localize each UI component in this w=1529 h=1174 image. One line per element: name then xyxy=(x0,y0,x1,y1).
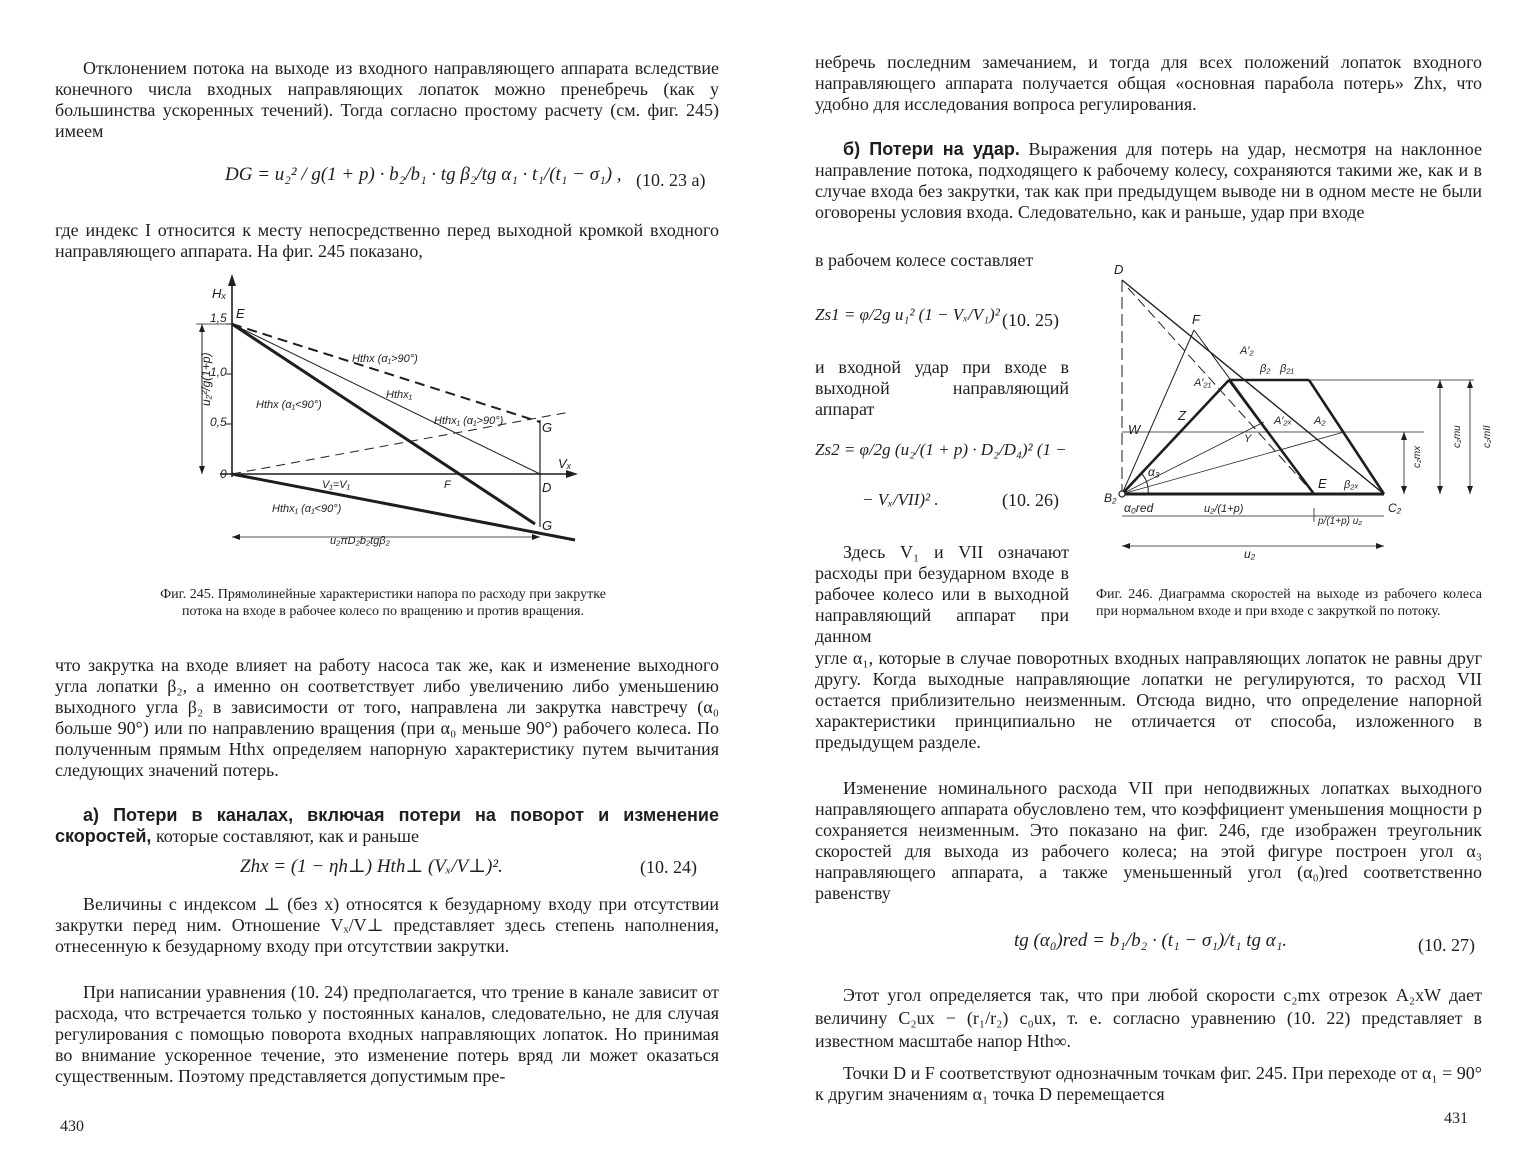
equation: Zs1 = φ/2g u₁² (1 − Vₓ/V₁)² xyxy=(815,305,1000,324)
paragraph: При написании уравнения (10. 24) предполагается, что трение в канале зависит от расхода, что встречается только у постоянных каналов, следовательно, не для случая регулирования с помощью поворота входных направляющих лопаток. Но принимая во внимание ускоренное течение, это изменение потерь вряд ли может оказаться существенным. Поэтому представляется допустимым пре- xyxy=(55,982,719,1086)
paragraph: Отклонением потока на выходе из входного направляющего аппарата вследствие конечного числа входных направляющих лопаток можно пренебречь (как у большинства ускоренных течений). Тогда согласно простому расчету (см. фиг. 245) имеем xyxy=(55,58,719,141)
point-label: A₂ xyxy=(1314,415,1326,427)
paragraph: Точки D и F соответствуют однозначным точкам фиг. 245. При переходе от α₁ = 90° к другим значениям α₁ точка D перемещается xyxy=(815,1063,1482,1104)
equation: DG = u₂² / g(1 + p) · b₂/b₁ · tg β₂/tg α₁ · t₁/(t₁ − σ₁) , xyxy=(225,164,622,185)
paragraph: что закрутка на входе влияет на работу насоса так же, как и изменение выходного угла лопатки β₂, а именно он соответствует либо увеличению либо уменьшению выходного угла β₂ в зависимости от того, направлена ли закрутка навстречу (α₀ больше 90°) или по направлению вращения (при α₀ меньше 90°) рабочего колеса. По полученным прямым Hthx определяем напорную характеристику путем вычитания следующих значений потерь. xyxy=(55,655,719,780)
point-label: B₂ xyxy=(1104,491,1117,505)
tick-label: 0,5 xyxy=(210,415,227,429)
equation: Zhx = (1 − ηh⊥) Hth⊥ (Vₓ/V⊥)². xyxy=(240,856,503,877)
left-page xyxy=(0,0,764,1174)
paragraph: небречь последним замечанием, и тогда для всех положений лопаток входного направляющего аппарата получается общая «основная парабола потерь» Zhx, что удобно для исследования вопроса регулирования. xyxy=(815,52,1482,114)
angle-label: α₃ xyxy=(1148,465,1160,479)
paragraph: Величины с индексом ⊥ (без x) относятся к безударному входу при отсутствии закрутки перед ним. Отношение Vₓ/V⊥ представляет здесь степень наполнения, отнесенную к безударному входу при отсутствии закрутки. xyxy=(55,894,719,956)
point-label: Z xyxy=(1178,408,1186,423)
right-page xyxy=(764,0,1529,1174)
paragraph: и входной удар при входе в выходной направляющий аппарат xyxy=(815,357,1069,419)
point-label-f: F xyxy=(444,479,451,491)
point-label: A′₂₁ xyxy=(1194,377,1212,389)
paragraph: Этот угол определяется так, что при любой скорости c₂mx отрезок A₂xW дает величину C₂ux − (r₁/r₂) c₀ux, т. е. согласно уравнению (10. 22) представляет в известном масштабе напор Hth∞. xyxy=(815,985,1482,1051)
paragraph: Изменение номинального расхода VII при неподвижных лопатках выходного направляющего аппарата обусловлено тем, что коэффициент уменьшения мощности p сохраняется неизменным. Это показано на фиг. 246, где изображен треугольник скоростей для выхода из рабочего колеса; на этой фигуре построен угол α₃ направляющего аппарата, а также уменьшенный угол (α₀)red соответственно равенству xyxy=(815,778,1482,903)
dimension-label: c₂mu xyxy=(1452,425,1463,448)
equation-number: (10. 24) xyxy=(640,857,697,877)
line-label: Hthx (α₁<90°) xyxy=(256,399,322,411)
equation: Zs2 = φ/2g (u₂/(1 + p) · D₂/D₄)² (1 − xyxy=(815,440,1067,459)
point-label: W xyxy=(1128,422,1141,437)
figure-245 xyxy=(180,272,590,562)
point-label-g: G xyxy=(542,518,553,533)
bold-heading: а) Потери в каналах, включая потери на поворот и изменение скоростей, xyxy=(55,805,719,846)
dimension-label: c₂mx xyxy=(1412,445,1423,468)
figure-caption: Фиг. 245. Прямолинейные характеристики напора по расходу при закрутке потока на входе в рабочее колесо по вращению и против вращения. xyxy=(160,587,606,619)
bold-heading: б) Потери на удар. xyxy=(843,139,1020,159)
point-label: Y xyxy=(1244,433,1252,445)
paragraph: где индекс I относится к месту непосредственно перед выходной кромкой входного направляющего аппарата. На фиг. 245 показано, xyxy=(55,220,719,261)
paragraph: Здесь V₁ и VII означают расходы при безударном входе в рабочее колесо или в выходной направляющий аппарат при данном xyxy=(815,542,1069,646)
point-label-e: E xyxy=(236,306,245,321)
paragraph: в рабочем колесе составляет xyxy=(815,250,1034,270)
equation-number: (10. 23 a) xyxy=(636,170,706,190)
dimension-label: u₂πD₂b₂tgβ₂ xyxy=(330,535,390,547)
line-label: Hthx (α₁>90°) xyxy=(352,353,418,365)
equation-number: (10. 26) xyxy=(1002,490,1059,510)
line-label: Hthx₁ (α₁<90°) xyxy=(272,503,342,515)
paragraph-text: Выражения для потерь на удар, несмотря на наклонное направление потока, подходящего к рабочему колесу, сохраняются такими же, как и в случае входа без закрутки, так как при предыдущем выводе ни в одном месте не были оговорены условия входа. Следовательно, как и раньше, удар при входе xyxy=(815,139,1482,222)
point-label: β₂ xyxy=(1260,363,1271,375)
paragraph: угле α₁, которые в случае поворотных входных направляющих лопаток не равны друг другу. Когда выходные направляющие лопатки не регулируются, то расход VII остается приблизительно неизменным. Отсюда видно, что определение напорной характеристики принципиально не отличается от способа, изложенного в предыдущем разделе. xyxy=(815,648,1482,752)
page-number: 431 xyxy=(1444,1110,1468,1127)
line-label: Hthx₁ xyxy=(386,389,413,401)
dimension-label: p/(1+p) u₂ xyxy=(1318,516,1363,527)
ordinate-label: u₂²/g(1+p) xyxy=(199,352,213,406)
point-label-d: D xyxy=(542,480,552,495)
line-label: Hthx₁ (α₁>90°) xyxy=(434,415,504,427)
tick-label: 0 xyxy=(220,467,227,481)
figure-caption: Фиг. 246. Диаграмма скоростей на выходе из рабочего колеса при нормальном входе и при входе с закруткой по потоку. xyxy=(1096,587,1482,619)
dimension-label: u₂/(1+p) xyxy=(1204,503,1244,515)
equation: − Vₓ/VII)² . xyxy=(862,490,939,509)
point-label-d: D xyxy=(1114,262,1124,277)
equation-number: (10. 25) xyxy=(1002,310,1059,330)
angle-label: β₂ₓ xyxy=(1344,479,1359,491)
point-label: A′₂ₓ xyxy=(1274,415,1292,427)
point-label-f: F xyxy=(1192,312,1200,327)
tick-label: 1,0 xyxy=(210,365,227,379)
angle-label: α₀red xyxy=(1124,501,1154,515)
axis-label-y: Hₓ xyxy=(212,286,227,301)
equation: tg (α₀)red = b₁/b₂ · (t₁ − σ₁)/t₁ tg α₁. xyxy=(1014,930,1288,951)
axis-label-x: Vₓ xyxy=(558,456,572,471)
paragraph xyxy=(55,805,719,847)
point-label-e: E xyxy=(1318,476,1327,491)
point-label: A′₂ xyxy=(1240,345,1254,357)
paragraph-text: которые составляют, как и раньше xyxy=(155,826,420,846)
point-label: β₂₁ xyxy=(1280,363,1294,375)
page-number: 430 xyxy=(60,1118,84,1135)
line-label: V₁=V₁ xyxy=(322,479,351,491)
figure-246 xyxy=(1104,262,1494,562)
point-label: C₂ xyxy=(1388,501,1402,515)
equation-number: (10. 27) xyxy=(1418,935,1475,955)
dimension-label: u₂ xyxy=(1244,547,1256,561)
dimension-label: c₂mII xyxy=(1482,425,1493,448)
paragraph xyxy=(815,139,1482,223)
point-label-g: G xyxy=(542,420,553,435)
tick-label: 1,5 xyxy=(210,311,227,325)
